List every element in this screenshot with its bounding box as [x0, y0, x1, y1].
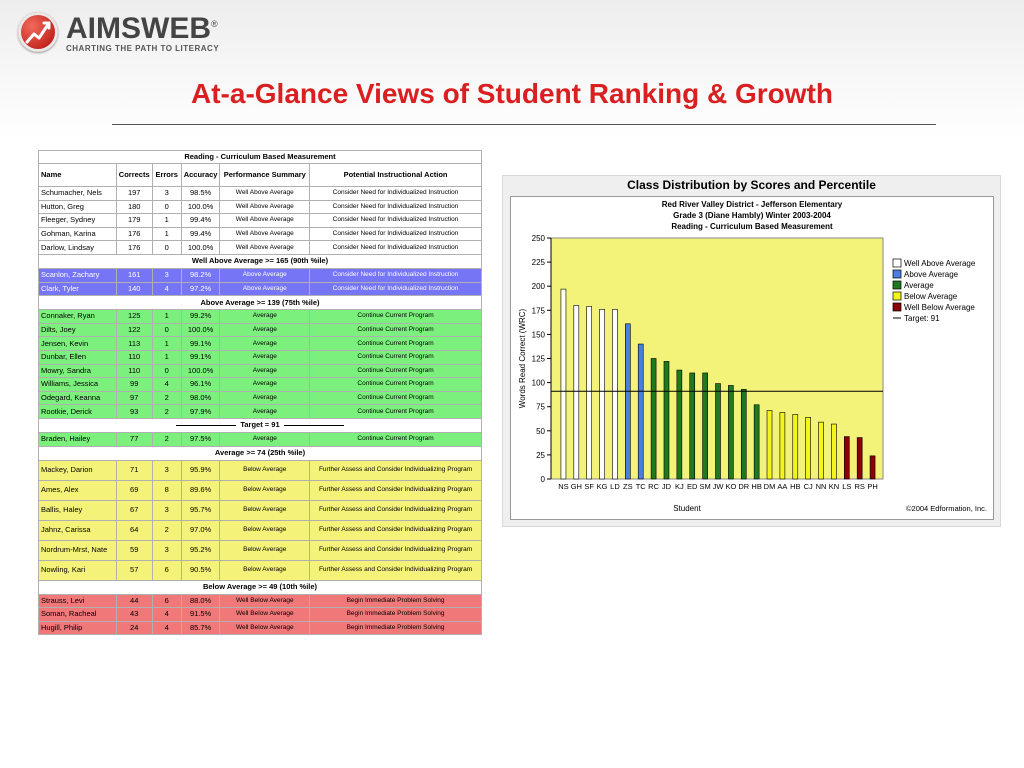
bar [819, 422, 824, 479]
x-tick-label: NN [815, 482, 827, 491]
performance-summary-cell: Average [220, 310, 310, 324]
student-name: Jahnz, Carissa [39, 520, 117, 540]
instructional-action-cell: Consider Need for Individualized Instruction [310, 227, 482, 241]
errors-cell: 6 [152, 594, 181, 608]
performance-summary-cell: Well Above Average [220, 187, 310, 201]
accuracy-cell: 98.0% [181, 391, 220, 405]
y-tick-label: 100 [531, 378, 545, 388]
corrects-cell: 44 [116, 594, 152, 608]
student-name: Scanlon, Zachary [39, 268, 117, 282]
bar [716, 384, 721, 479]
x-tick-label: SM [699, 482, 711, 491]
bar [806, 417, 811, 479]
accuracy-cell: 97.9% [181, 405, 220, 419]
corrects-cell: 64 [116, 520, 152, 540]
corrects-header: Corrects [116, 164, 152, 187]
y-tick-label: 125 [531, 354, 545, 364]
table-row[interactable] [39, 460, 482, 480]
bar [741, 389, 746, 479]
x-tick-label: JD [661, 482, 672, 491]
legend-label: Average [904, 281, 934, 290]
table-row[interactable] [39, 540, 482, 560]
accuracy-cell: 100.0% [181, 323, 220, 337]
table-row[interactable] [39, 350, 482, 364]
x-tick-label: KJ [674, 482, 684, 491]
corrects-cell: 99 [116, 378, 152, 392]
bar [612, 309, 617, 479]
performance-summary-cell: Average [220, 323, 310, 337]
performance-summary-cell: Average [220, 350, 310, 364]
performance-summary-cell: Average [220, 405, 310, 419]
target-line-right [284, 425, 344, 426]
accuracy-cell: 88.0% [181, 594, 220, 608]
x-axis-label: Student [673, 504, 701, 513]
corrects-cell: 110 [116, 350, 152, 364]
accuracy-cell: 99.4% [181, 227, 220, 241]
x-tick-label: GH [570, 482, 582, 491]
x-tick-label: DR [738, 482, 750, 491]
y-tick-label: 50 [536, 426, 545, 436]
errors-cell: 2 [152, 391, 181, 405]
table-row[interactable] [39, 200, 482, 214]
errors-cell: 0 [152, 241, 181, 255]
accuracy-cell: 98.5% [181, 187, 220, 201]
bar [651, 359, 656, 480]
errors-cell: 2 [152, 432, 181, 446]
x-tick-label: RC [648, 482, 660, 491]
bar [767, 411, 772, 479]
instructional-action-cell: Continue Current Program [310, 391, 482, 405]
chart-copyright: ©2004 Edformation, Inc. [906, 504, 987, 513]
benchmark-separator: Well Above Average >= 165 (90th %ile) [39, 254, 482, 268]
y-tick-label: 175 [531, 306, 545, 316]
accuracy-cell: 95.7% [181, 500, 220, 520]
student-name: Williams, Jessica [39, 378, 117, 392]
performance-summary-cell: Well Above Average [220, 200, 310, 214]
student-name: Clark, Tyler [39, 282, 117, 296]
accuracy-cell: 99.1% [181, 337, 220, 351]
legend-target-label: Target: 91 [904, 314, 940, 323]
performance-summary-cell: Average [220, 378, 310, 392]
student-name: Soman, Racheal [39, 608, 117, 622]
errors-cell: 3 [152, 500, 181, 520]
bar [831, 424, 836, 479]
corrects-cell: 24 [116, 621, 152, 635]
performance-summary-cell: Above Average [220, 282, 310, 296]
errors-cell: 3 [152, 460, 181, 480]
accuracy-cell: 97.2% [181, 282, 220, 296]
instructional-action-cell: Further Assess and Consider Individualizing Program [310, 500, 482, 520]
bar [844, 437, 849, 479]
corrects-cell: 113 [116, 337, 152, 351]
accuracy-cell: 85.7% [181, 621, 220, 635]
accuracy-cell: 97.0% [181, 520, 220, 540]
bar [600, 309, 605, 479]
corrects-cell: 67 [116, 500, 152, 520]
table-row[interactable] [39, 282, 482, 296]
accuracy-cell: 97.5% [181, 432, 220, 446]
benchmark-separator-row [39, 418, 482, 432]
table-row[interactable] [39, 520, 482, 540]
student-name: Gohman, Karina [39, 227, 117, 241]
performance-summary-cell: Average [220, 364, 310, 378]
corrects-cell: 71 [116, 460, 152, 480]
accuracy-cell: 89.6% [181, 480, 220, 500]
corrects-cell: 161 [116, 268, 152, 282]
x-tick-label: LS [842, 482, 852, 491]
corrects-cell: 179 [116, 214, 152, 228]
instructional-action-cell: Further Assess and Consider Individualizing Program [310, 520, 482, 540]
errors-cell: 1 [152, 214, 181, 228]
student-name: Darlow, Lindsay [39, 241, 117, 255]
chart-panel-title: Class Distribution by Scores and Percentile [627, 178, 876, 192]
corrects-cell: 97 [116, 391, 152, 405]
benchmark-separator: Below Average >= 49 (10th %ile) [39, 580, 482, 594]
bar [780, 412, 785, 479]
chart-subtitle-measure: Reading - Curriculum Based Measurement [671, 222, 833, 231]
accuracy-cell: 91.5% [181, 608, 220, 622]
performance-summary-cell: Well Below Average [220, 594, 310, 608]
performance-summary-cell: Below Average [220, 460, 310, 480]
corrects-cell: 59 [116, 540, 152, 560]
table-row[interactable] [39, 621, 482, 635]
x-tick-label: DM [763, 482, 776, 491]
student-name: Nordrum-Mrst, Nate [39, 540, 117, 560]
errors-cell: 2 [152, 405, 181, 419]
errors-cell: 0 [152, 364, 181, 378]
logo-wordmark: AIMSWEB® [66, 12, 218, 45]
x-tick-label: LD [610, 482, 620, 491]
corrects-cell: 69 [116, 480, 152, 500]
instructional-action-header: Potential Instructional Action [310, 164, 482, 187]
student-name: Mowry, Sandra [39, 364, 117, 378]
target-label: Target = 91 [240, 420, 280, 430]
errors-cell: 4 [152, 608, 181, 622]
accuracy-cell: 99.4% [181, 214, 220, 228]
performance-summary-cell: Well Below Average [220, 621, 310, 635]
bar [690, 373, 695, 479]
student-name: Fleeger, Sydney [39, 214, 117, 228]
instructional-action-cell: Continue Current Program [310, 432, 482, 446]
accuracy-cell: 98.2% [181, 268, 220, 282]
table-row[interactable] [39, 310, 482, 324]
accuracy-cell: 100.0% [181, 364, 220, 378]
errors-cell: 4 [152, 621, 181, 635]
bar [677, 370, 682, 479]
table-row[interactable] [39, 241, 482, 255]
corrects-cell: 122 [116, 323, 152, 337]
x-tick-label: KG [596, 482, 608, 491]
x-tick-label: HB [790, 482, 801, 491]
corrects-cell: 110 [116, 364, 152, 378]
accuracy-cell: 100.0% [181, 200, 220, 214]
corrects-cell: 43 [116, 608, 152, 622]
instructional-action-cell: Further Assess and Consider Individualizing Program [310, 480, 482, 500]
student-name: Hutton, Greg [39, 200, 117, 214]
accuracy-cell: 95.9% [181, 460, 220, 480]
table-row[interactable] [39, 480, 482, 500]
performance-summary-cell: Below Average [220, 480, 310, 500]
corrects-cell: 77 [116, 432, 152, 446]
table-row[interactable] [39, 500, 482, 520]
y-axis-label: Words Read Correct (WRC) [518, 308, 527, 409]
performance-summary-header: Performance Summary [220, 164, 310, 187]
student-name: Ames, Alex [39, 480, 117, 500]
instructional-action-cell: Further Assess and Consider Individualizing Program [310, 560, 482, 580]
table-row[interactable] [39, 214, 482, 228]
performance-summary-cell: Below Average [220, 560, 310, 580]
errors-cell: 1 [152, 227, 181, 241]
performance-summary-cell: Well Above Average [220, 241, 310, 255]
benchmark-separator: Above Average >= 139 (75th %ile) [39, 296, 482, 310]
accuracy-cell: 99.1% [181, 350, 220, 364]
student-name: Hugill, Philip [39, 621, 117, 635]
y-tick-label: 200 [531, 282, 545, 292]
x-tick-label: TC [635, 482, 646, 491]
instructional-action-cell: Continue Current Program [310, 405, 482, 419]
table-row[interactable] [39, 594, 482, 608]
errors-header: Errors [152, 164, 181, 187]
errors-cell: 1 [152, 350, 181, 364]
table-row[interactable] [39, 560, 482, 580]
instructional-action-cell: Begin Immediate Problem Solving [310, 621, 482, 635]
bar [638, 344, 643, 479]
errors-cell: 8 [152, 480, 181, 500]
student-name: Connaker, Ryan [39, 310, 117, 324]
student-name: Schumacher, Nels [39, 187, 117, 201]
class-distribution-chart [511, 197, 993, 519]
benchmark-separator-row [39, 254, 482, 268]
bar [870, 456, 875, 479]
legend-swatch [893, 303, 901, 311]
accuracy-cell: 99.2% [181, 310, 220, 324]
errors-cell: 3 [152, 187, 181, 201]
x-tick-label: HB [751, 482, 762, 491]
table-caption-row [39, 151, 482, 164]
x-tick-label: PH [867, 482, 878, 491]
y-tick-label: 75 [536, 402, 545, 412]
chart-title: Red River Valley District - Jefferson Elementary [661, 200, 843, 209]
legend-swatch [893, 292, 901, 300]
accuracy-cell: 95.2% [181, 540, 220, 560]
student-ranking-table [38, 150, 482, 635]
reading-cbm-table [38, 150, 482, 635]
y-tick-label: 25 [536, 450, 545, 460]
corrects-cell: 125 [116, 310, 152, 324]
student-name: Odegard, Keanna [39, 391, 117, 405]
y-tick-label: 250 [531, 234, 545, 243]
table-row[interactable] [39, 227, 482, 241]
performance-summary-cell: Average [220, 337, 310, 351]
instructional-action-cell: Consider Need for Individualized Instruction [310, 268, 482, 282]
student-name: Rootkie, Derick [39, 405, 117, 419]
errors-cell: 0 [152, 200, 181, 214]
instructional-action-cell: Continue Current Program [310, 337, 482, 351]
table-row[interactable] [39, 323, 482, 337]
aimsweb-logo [14, 10, 314, 58]
performance-summary-cell: Below Average [220, 520, 310, 540]
corrects-cell: 140 [116, 282, 152, 296]
student-name: Jensen, Kevin [39, 337, 117, 351]
instructional-action-cell: Consider Need for Individualized Instruction [310, 282, 482, 296]
instructional-action-cell: Begin Immediate Problem Solving [310, 594, 482, 608]
instructional-action-cell: Continue Current Program [310, 310, 482, 324]
legend-label: Well Above Average [904, 259, 976, 268]
instructional-action-cell: Consider Need for Individualized Instruction [310, 200, 482, 214]
legend-label: Above Average [904, 270, 959, 279]
name-header: Name [39, 164, 117, 187]
bar [703, 373, 708, 479]
corrects-cell: 93 [116, 405, 152, 419]
table-row[interactable] [39, 405, 482, 419]
instructional-action-cell: Further Assess and Consider Individualizing Program [310, 460, 482, 480]
benchmark-separator-row [39, 446, 482, 460]
corrects-cell: 180 [116, 200, 152, 214]
instructional-action-cell: Continue Current Program [310, 364, 482, 378]
logo-tagline: CHARTING THE PATH TO LITERACY [66, 44, 220, 53]
errors-cell: 1 [152, 337, 181, 351]
performance-summary-cell: Well Above Average [220, 227, 310, 241]
x-tick-label: NS [558, 482, 569, 491]
benchmark-separator-row [39, 296, 482, 310]
performance-summary-cell: Average [220, 391, 310, 405]
performance-summary-cell: Below Average [220, 540, 310, 560]
accuracy-cell: 100.0% [181, 241, 220, 255]
table-row[interactable] [39, 337, 482, 351]
performance-summary-cell: Average [220, 432, 310, 446]
bar [587, 306, 592, 479]
instructional-action-cell: Further Assess and Consider Individualizing Program [310, 540, 482, 560]
y-tick-label: 225 [531, 258, 545, 268]
x-tick-label: ED [687, 482, 698, 491]
logo-chart-icon [18, 12, 58, 52]
table-row[interactable] [39, 378, 482, 392]
table-row[interactable] [39, 608, 482, 622]
legend-swatch [893, 281, 901, 289]
instructional-action-cell: Consider Need for Individualized Instruction [310, 187, 482, 201]
corrects-cell: 57 [116, 560, 152, 580]
errors-cell: 2 [152, 520, 181, 540]
student-name: Braden, Hailey [39, 432, 117, 446]
bar [574, 305, 579, 479]
student-name: Ballis, Haley [39, 500, 117, 520]
errors-cell: 6 [152, 560, 181, 580]
x-tick-label: CJ [803, 482, 813, 491]
errors-cell: 4 [152, 378, 181, 392]
student-name: Nowling, Kari [39, 560, 117, 580]
errors-cell: 3 [152, 540, 181, 560]
benchmark-separator: Average >= 74 (25th %ile) [39, 446, 482, 460]
corrects-cell: 176 [116, 227, 152, 241]
table-row[interactable] [39, 432, 482, 446]
title-divider [112, 124, 936, 125]
bar [728, 385, 733, 479]
table-row[interactable] [39, 268, 482, 282]
x-tick-label: JW [712, 482, 724, 491]
bar [754, 405, 759, 479]
performance-summary-cell: Above Average [220, 268, 310, 282]
bar [625, 324, 630, 479]
bar [793, 414, 798, 479]
performance-summary-cell: Below Average [220, 500, 310, 520]
legend-swatch [893, 270, 901, 278]
instructional-action-cell: Begin Immediate Problem Solving [310, 608, 482, 622]
target-line-left [176, 425, 236, 426]
y-tick-label: 150 [531, 330, 545, 340]
errors-cell: 0 [152, 323, 181, 337]
bar [857, 438, 862, 479]
benchmark-separator-row [39, 580, 482, 594]
legend-swatch [893, 259, 901, 267]
x-tick-label: KO [725, 482, 737, 491]
accuracy-header: Accuracy [181, 164, 220, 187]
x-tick-label: ZS [623, 482, 633, 491]
corrects-cell: 197 [116, 187, 152, 201]
instructional-action-cell: Consider Need for Individualized Instruction [310, 241, 482, 255]
table-row[interactable] [39, 391, 482, 405]
table-header-row [39, 164, 482, 187]
accuracy-cell: 96.1% [181, 378, 220, 392]
legend-label: Below Average [904, 292, 958, 301]
errors-cell: 3 [152, 268, 181, 282]
x-tick-label: KN [828, 482, 840, 491]
page-title: At-a-Glance Views of Student Ranking & Growth [191, 78, 833, 109]
bar [664, 361, 669, 479]
chart-frame [510, 196, 994, 520]
instructional-action-cell: Continue Current Program [310, 378, 482, 392]
x-tick-label: AA [777, 482, 788, 491]
instructional-action-cell: Continue Current Program [310, 350, 482, 364]
bar [561, 289, 566, 479]
table-row[interactable] [39, 364, 482, 378]
performance-summary-cell: Well Above Average [220, 214, 310, 228]
y-tick-label: 0 [540, 475, 545, 484]
class-distribution-panel [502, 175, 1001, 527]
x-tick-label: RS [854, 482, 865, 491]
student-name: Strauss, Levi [39, 594, 117, 608]
student-name: Mackey, Darion [39, 460, 117, 480]
instructional-action-cell: Continue Current Program [310, 323, 482, 337]
table-row[interactable] [39, 187, 482, 201]
instructional-action-cell: Consider Need for Individualized Instruction [310, 214, 482, 228]
table-caption: Reading - Curriculum Based Measurement [39, 151, 482, 164]
student-name: Dunbar, Ellen [39, 350, 117, 364]
errors-cell: 1 [152, 310, 181, 324]
benchmark-separator [39, 418, 482, 432]
legend-label: Well Below Average [904, 303, 975, 312]
student-name: Dilts, Joey [39, 323, 117, 337]
x-tick-label: SF [584, 482, 594, 491]
errors-cell: 4 [152, 282, 181, 296]
accuracy-cell: 90.5% [181, 560, 220, 580]
corrects-cell: 176 [116, 241, 152, 255]
chart-subtitle-grade: Grade 3 (Diane Hambly) Winter 2003-2004 [673, 211, 831, 220]
performance-summary-cell: Well Below Average [220, 608, 310, 622]
